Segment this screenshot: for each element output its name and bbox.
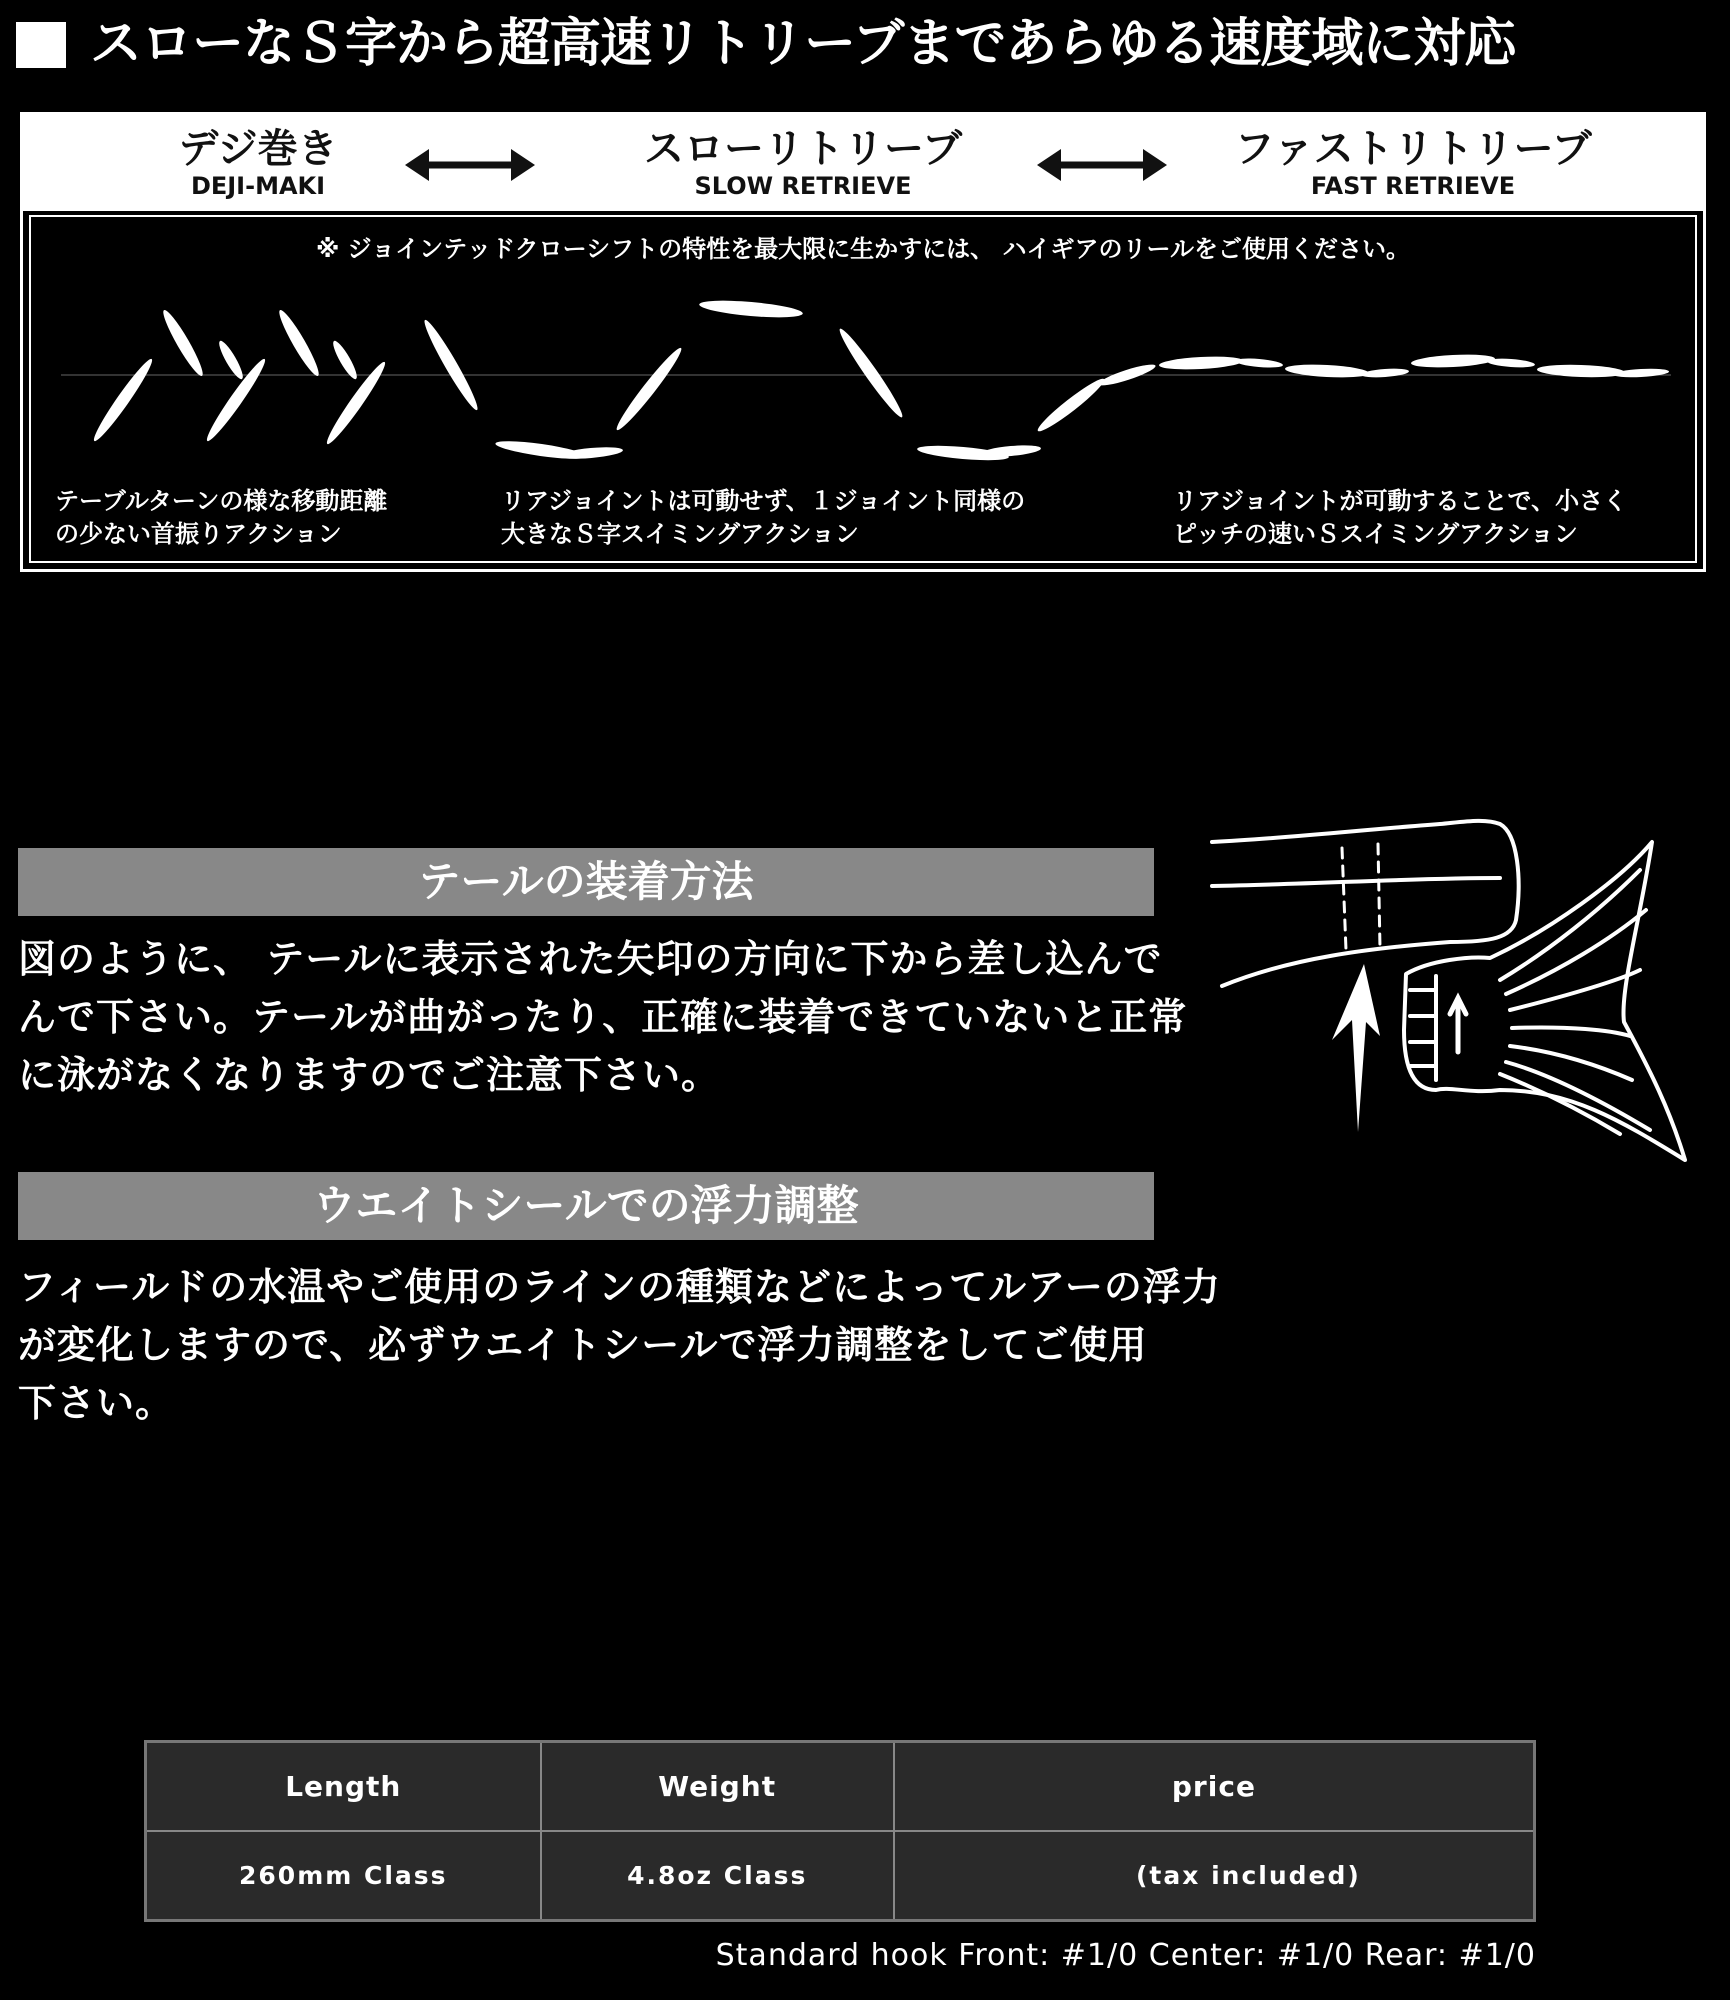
header-price: price bbox=[894, 1742, 1535, 1832]
tail-section-body bbox=[18, 930, 1188, 1104]
caption-line: 大きなＳ字スイミングアクション bbox=[501, 520, 859, 548]
page-headline: スローなＳ字から超高速リトリーブまであらゆる速度域に対応 bbox=[90, 13, 1516, 74]
mode-en-label: DEJI-MAKI bbox=[190, 172, 326, 200]
caption-line: テーブルターンの様な移動距離 bbox=[55, 487, 388, 515]
double-arrow-icon bbox=[1037, 145, 1167, 185]
mode-en-label: SLOW RETRIEVE bbox=[694, 172, 912, 200]
retrieve-mode-strip bbox=[23, 115, 1703, 211]
value-weight: 4.8oz Class bbox=[541, 1831, 894, 1921]
standard-hook-note: Standard hook Front: #1/0 Center: #1/0 Rear: #1/0 bbox=[715, 1938, 1536, 1973]
caption-line: リアジョイントが可動することで、小さく bbox=[1173, 487, 1628, 515]
tail-section-title: テールの装着方法 bbox=[18, 848, 1154, 916]
weight-section-body bbox=[18, 1258, 1221, 1432]
weight-section-title: ウエイトシールでの浮力調整 bbox=[18, 1172, 1154, 1240]
headline-square-icon bbox=[16, 22, 66, 68]
mode-en-label: FAST RETRIEVE bbox=[1310, 172, 1516, 200]
tail-attachment-illustration bbox=[1200, 790, 1700, 1170]
retrieve-speed-panel bbox=[20, 112, 1706, 572]
value-price: (tax included) bbox=[894, 1831, 1535, 1921]
caption-fast-retrieve bbox=[1173, 485, 1627, 551]
caption-line: リアジョイントは可動せず、１ジョイント同様の bbox=[501, 487, 1026, 515]
mode-jp-label: デジ巻き bbox=[178, 126, 338, 172]
body-line: 下さい。 bbox=[18, 1381, 175, 1425]
mode-jp-label: スローリトリーブ bbox=[644, 126, 962, 172]
swim-action-diagram bbox=[29, 215, 1697, 563]
lure-swim-path-icon bbox=[31, 265, 1699, 475]
body-line: フィールドの水温やご使用のラインの種類などによってルアーの浮力 bbox=[18, 1265, 1221, 1309]
table-row bbox=[146, 1831, 1535, 1921]
caption-line: ピッチの速いＳスイミングアクション bbox=[1173, 520, 1578, 548]
header-weight: Weight bbox=[541, 1742, 894, 1832]
caption-deji-maki bbox=[55, 485, 387, 551]
value-length: 260mm Class bbox=[146, 1831, 541, 1921]
reel-note: ※ ジョインテッドクローシフトの特性を最大限に生かすには、 ハイギアのリールをご使用ください。 bbox=[315, 235, 1411, 263]
caption-slow-retrieve bbox=[501, 485, 1025, 551]
body-line: んで下さい。テールが曲がったり、正確に装着できていないと正常 bbox=[18, 995, 1188, 1039]
body-line: 図のように、 テールに表示された矢印の方向に下から差し込んで bbox=[18, 937, 1163, 981]
mode-slow-retrieve bbox=[583, 127, 1023, 201]
up-arrow-icon bbox=[1332, 964, 1380, 1132]
header-length: Length bbox=[146, 1742, 541, 1832]
mode-jp-label: ファストリトリーブ bbox=[1234, 126, 1592, 172]
spec-table bbox=[144, 1740, 1536, 1922]
table-header-row bbox=[146, 1742, 1535, 1832]
double-arrow-icon bbox=[405, 145, 535, 185]
body-line: に泳がなくなりますのでご注意下さい。 bbox=[18, 1053, 721, 1097]
mode-deji-maki bbox=[123, 127, 393, 201]
body-line: が変化しますので、必ずウエイトシールで浮力調整をしてご使用 bbox=[18, 1323, 1148, 1367]
caption-line: の少ない首振りアクション bbox=[55, 520, 342, 548]
mode-fast-retrieve bbox=[1193, 127, 1633, 201]
